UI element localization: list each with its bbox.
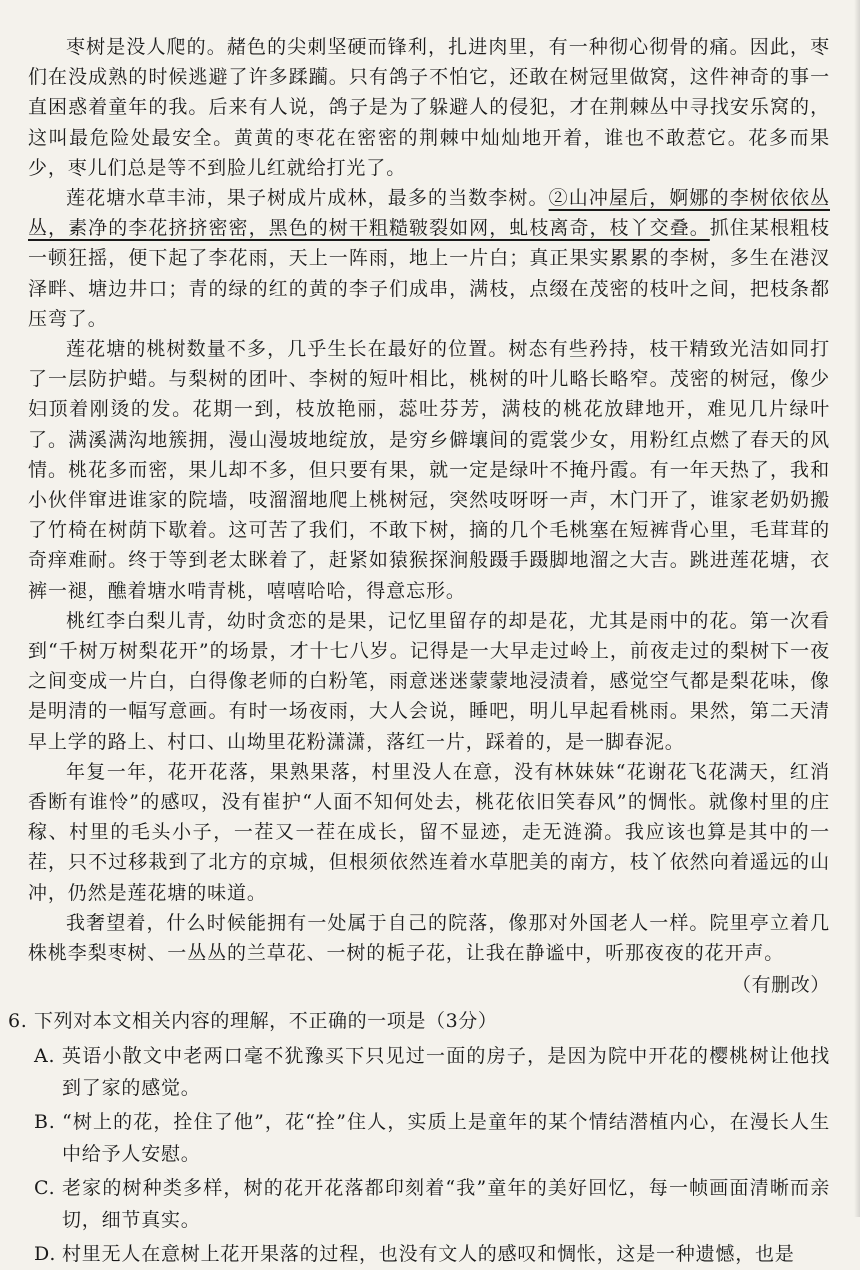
option-text: 村里无人在意树上花开果落的过程，也没有文人的感叹和惆怅，这是一种遗憾，也是 [62,1243,795,1266]
option-letter: B. [34,1111,56,1134]
option-a [34,1040,830,1104]
option-text: 老家的树种类多样，树的花开花落都印刻着“我”童年的美好回忆，每一帧画面清晰而亲切，细节真实。 [62,1177,830,1232]
paragraph-plum-after: 抓住某根粗枝一顿狂摇，便下起了李花雨，天上一阵雨，地上一片白；真正果实累累的李树，多生在港汊泽畔、塘边井口；青的绿的红的黄的李子们成串，满枝，点缀在茂密的枝叶之间，把枝条都压弯了。 [28,217,830,330]
paragraph-peach: 莲花塘的桃树数量不多，几乎生长在最好的位置。树态有些矜持，枝干精致光洁如同打了一层防护蜡。与梨树的团叶、李树的短叶相比，桃树的叶儿略长略窄。茂密的树冠，像少妇顶着刚烫的发。花期一到，枝放艳丽，蕊吐芬芳，满枝的桃花放肆地开，难见几片绿叶了。满溪满沟地簇拥，漫山漫坡地绽放，是穷乡僻壤间的霓裳少女，用粉红点燃了春天的风情。桃花多而密，果儿却不多，但只要有果，就一定是绿叶不掩丹霞。有一年天热了，我和小伙伴窜进谁家的院墙，吱溜溜地爬上桃树冠，突然吱呀呀一声，木门开了，谁家老奶奶搬了竹椅在树荫下歇着。这可苦了我们，不敢下树，摘的几个毛桃塞在短裤背心里，毛茸茸的奇痒难耐。终于等到老太眯着了，赶紧如猿猴探涧般蹑手蹑脚地溜之大吉。跳进莲花塘，衣裤一褪，醮着塘水啃青桃，嘻嘻哈哈，得意忘形。 [28,338,830,602]
paragraph-plum [28,183,830,334]
source-note: （有删改） [731,974,830,997]
option-letter: C. [34,1177,56,1200]
option-text: 英语小散文中老两口毫不犹豫买下只见过一面的房子，是因为院中开花的樱桃树让他找到了家的感觉。 [62,1045,830,1100]
reading-passage [28,32,830,968]
paragraph-plum-before: 莲花塘水草丰沛，果子树成片成林，最多的当数李树。 [66,187,549,210]
paragraph-jujube: 枣树是没人爬的。赭色的尖刺坚硬而锋利，扎进肉里，有一种彻心彻骨的痛。因此，枣们在没成熟的时候逃避了许多蹂躏。只有鸽子不怕它，还敢在树冠里做窝，这件神奇的事一直困惑着童年的我。后来有人说，鸽子是为了躲避人的侵犯，才在荆棘丛中寻找安乐窝的，这叫最危险处最安全。黄黄的枣花在密密的荆棘中灿灿地开着，谁也不敢惹它。花多而果少，枣儿们总是等不到脸儿红就给打光了。 [28,36,830,179]
option-b [34,1106,830,1170]
option-letter: A. [34,1045,56,1068]
question-6 [8,1006,830,1270]
paragraph-years: 年复一年，花开花落，果熟果落，村里没人在意，没有林妹妹“花谢花飞花满天，红消香断有谁怜”的感叹，没有崔护“人面不知何处去，桃花依旧笑春风”的惆怅。就像村里的庄稼、村里的毛头小子，一茬又一茬在成长，留不显迹，走无涟漪。我应该也算是其中的一茬，只不过移栽到了北方的京城，但根须依然连着水草肥美的南方，枝丫依然向着遥远的山冲，仍然是莲花塘的味道。 [28,760,830,904]
paragraph-rain-flowers: 桃红李白梨儿青，幼时贪恋的是果，记忆里留存的却是花，尤其是雨中的花。第一次看到“千树万树梨花开”的场景，才十七八岁。记得是一大早走过岭上，前夜走过的梨树下一夜之间变成一片白，白得像老师的白粉笔，雨意迷迷蒙蒙地浸渍着，感觉空气都是梨花味，像是明清的一幅写意画。有时一场夜雨，大人会说，睡吧，明儿早起看桃雨。果然，第二天清早上学的路上、村口、山坳里花粉潇潇，落红一片，踩着的，是一脚春泥。 [28,609,830,753]
question-stem: 6. 下列对本文相关内容的理解，不正确的一项是（3分） [8,1010,498,1033]
underlined-sentence-2: ②山冲屋后，婀娜的李树依依丛丛，素净的李花挤挤密密，黑色的树干粗糙皲裂如网，虬枝离奇，枝丫交叠。 [28,187,830,240]
paragraph-wish: 我奢望着，什么时候能拥有一处属于自己的院落，像那对外国老人一样。院里亭立着几株桃李梨枣树、一丛丛的兰草花、一树的栀子花，让我在静谧中，听那夜夜的花开声。 [28,911,830,965]
option-text: “树上的花，拴住了他”，花“拴”住人，实质上是童年的某个情结潜植内心，在漫长人生中给予人安慰。 [62,1111,830,1166]
option-letter: D. [34,1243,57,1266]
page-edge-shadow [854,0,860,1217]
option-d [34,1238,830,1270]
option-c [34,1172,830,1236]
